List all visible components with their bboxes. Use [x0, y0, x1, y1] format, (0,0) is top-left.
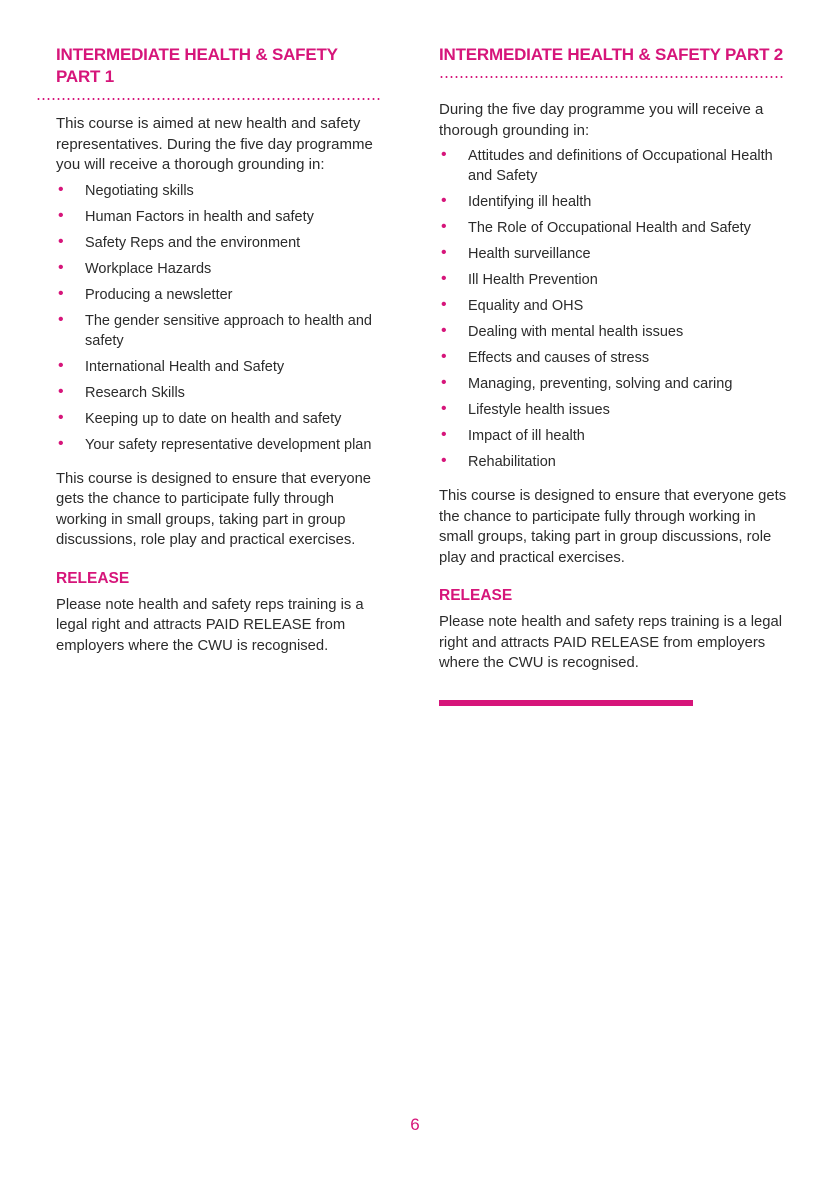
part1-release-title: RELEASE — [56, 569, 130, 587]
part1-release-text: Please note health and safety reps training is a legal right and attracts PAID RELEASE from employers where the CWU is recognised. — [56, 596, 364, 654]
list-item: • Keeping up to date on health and safety — [58, 408, 342, 427]
list-item: • Managing, preventing, solving and caring — [441, 374, 733, 392]
accent-bar — [439, 700, 693, 706]
part1-column — [56, 44, 386, 656]
part1-dotted-divider — [36, 98, 381, 100]
bullet-icon: • — [58, 206, 64, 224]
bullet-icon: • — [441, 146, 447, 163]
list-item: • Your safety representative development plan — [58, 434, 372, 453]
bullet-icon: • — [58, 284, 64, 302]
list-item: • International Health and Safety — [58, 356, 285, 375]
part1-intro: This course is aimed at new health and safety representatives. During the five day programme you will receive a thorough grounding in: — [56, 115, 373, 173]
part2-outro: This course is designed to ensure that everyone gets the chance to participate fully through working in small groups, taking part in group discussions, role play and practical exercises. — [439, 488, 787, 566]
part2-intro: During the five day programme you will receive a thorough grounding in: — [439, 101, 764, 139]
list-item: • The gender sensitive approach to health and safety — [58, 310, 372, 349]
part2-column — [439, 44, 791, 706]
bullet-icon: • — [58, 408, 64, 426]
list-item: • Attitudes and definitions of Occupational Health and Safety — [441, 146, 773, 184]
part2-topic-list — [439, 146, 791, 472]
list-item: • Ill Health Prevention — [441, 270, 598, 288]
bullet-icon: • — [58, 258, 64, 276]
bullet-icon: • — [58, 232, 64, 250]
part1-outro: This course is designed to ensure that everyone gets the chance to participate fully through working in small groups, taking part in group discussions, role play and practical exercises. — [56, 470, 372, 548]
list-item: • Equality and OHS — [441, 296, 584, 314]
bullet-icon: • — [58, 434, 64, 452]
part2-release-title: RELEASE — [439, 587, 513, 604]
list-item: • Workplace Hazards — [58, 258, 212, 277]
bullet-icon: • — [441, 452, 447, 469]
bullet-icon: • — [441, 374, 447, 391]
bullet-icon: • — [441, 348, 447, 365]
part2-title: INTERMEDIATE HEALTH & SAFETY PART 2 — [439, 45, 784, 64]
bullet-icon: • — [58, 356, 64, 374]
list-item: • Identifying ill health — [441, 192, 592, 210]
bullet-icon: • — [441, 322, 447, 339]
part2-release-text: Please note health and safety reps training is a legal right and attracts PAID RELEASE from employers where the CWU is recognised. — [439, 614, 783, 671]
list-item: • Impact of ill health — [441, 426, 585, 444]
list-item: • Health surveillance — [441, 244, 591, 262]
bullet-icon: • — [441, 192, 447, 209]
list-item: • Human Factors in health and safety — [58, 206, 314, 225]
list-item: • The Role of Occupational Health and Safety — [441, 218, 751, 236]
list-item: • Lifestyle health issues — [441, 400, 610, 418]
part1-topic-list — [56, 181, 386, 455]
bullet-icon: • — [441, 244, 447, 261]
bullet-icon: • — [441, 270, 447, 287]
bullet-icon: • — [58, 310, 64, 328]
bullet-icon: • — [58, 180, 64, 198]
part1-title: INTERMEDIATE HEALTH & SAFETY PART 1 — [56, 45, 338, 86]
list-item: • Negotiating skills — [58, 180, 194, 199]
page-number: 6 — [410, 1115, 420, 1134]
bullet-icon: • — [58, 382, 64, 400]
bullet-icon: • — [441, 426, 447, 443]
list-item: • Producing a newsletter — [58, 284, 233, 303]
list-item: • Safety Reps and the environment — [58, 232, 301, 251]
list-item: • Rehabilitation — [441, 452, 556, 470]
list-item: • Effects and causes of stress — [441, 348, 650, 366]
bullet-icon: • — [441, 218, 447, 235]
list-item: • Research Skills — [58, 382, 185, 401]
part2-dotted-divider — [439, 76, 785, 78]
bullet-icon: • — [441, 400, 447, 417]
bullet-icon: • — [441, 296, 447, 313]
list-item: • Dealing with mental health issues — [441, 322, 684, 340]
